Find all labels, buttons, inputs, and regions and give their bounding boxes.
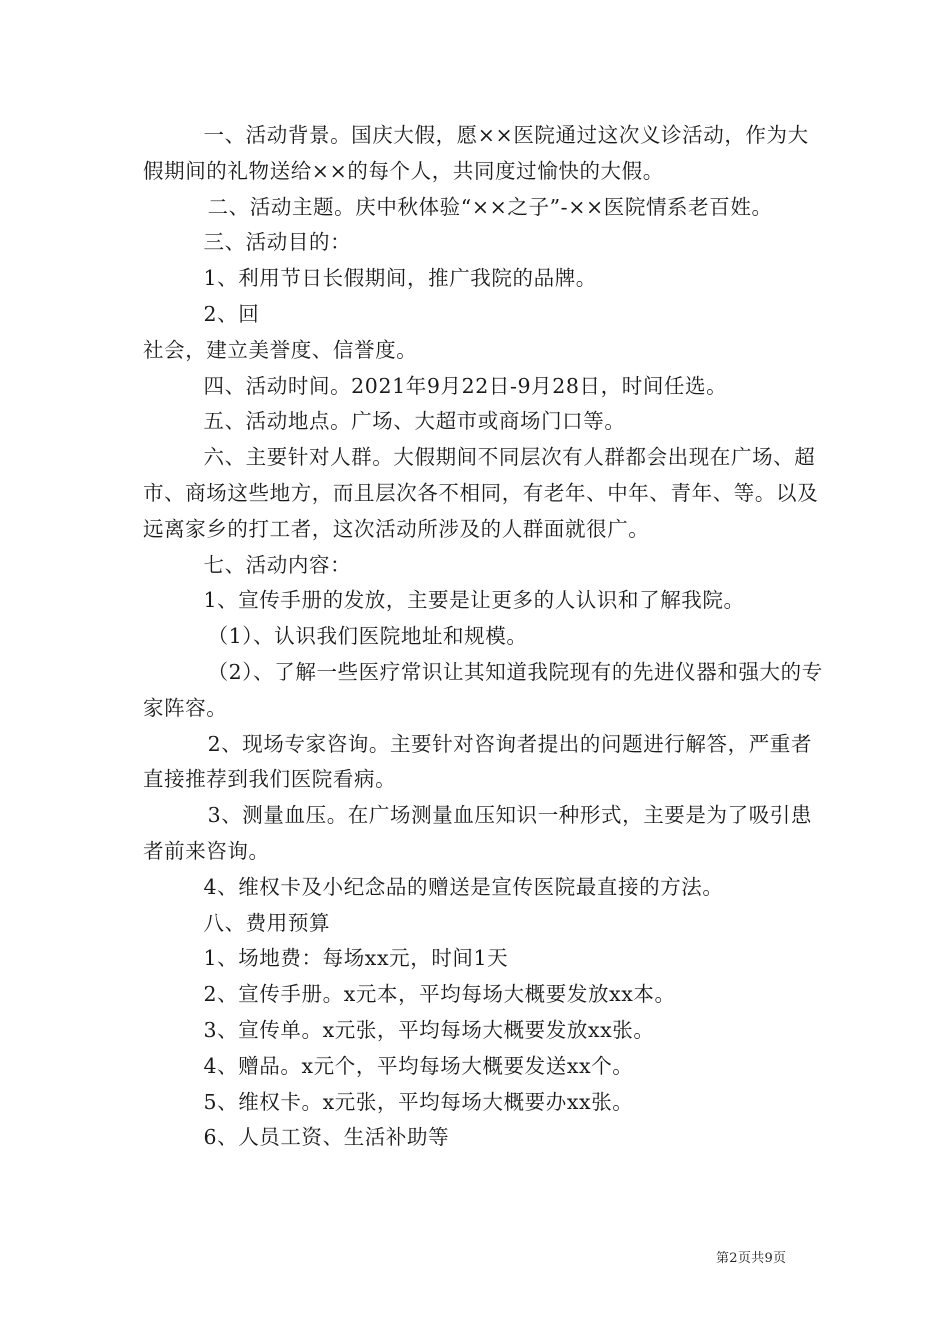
page-indicator: 第2页共9页: [716, 1251, 787, 1266]
paragraph-target-audience: 六、主要针对人群。大假期间不同层次有人群都会出现在广场、超市、商场这些地方，而且层次各不相同，有老年、中年、青年、等。以及远离家乡的打工者，这次活动所涉及的人群面就很广。: [143, 445, 819, 541]
document-body: [143, 118, 823, 1156]
paragraph-content-1-b: （2）、了解一些医疗常识让其知道我院现有的先进仪器和强大的专家阵容。: [143, 659, 823, 720]
paragraph-location: 五、活动地点。广场、大超市或商场门口等。: [203, 409, 626, 434]
paragraph-budget-1: 1、场地费：每场xx元，时间1天: [203, 946, 509, 971]
paragraph-budget-heading: 八、费用预算: [203, 910, 331, 935]
paragraph-purpose-1: 1、利用节日长假期间，推广我院的品牌。: [203, 266, 597, 291]
paragraph-time: 四、活动时间。2021年9月22日-9月28日，时间任选。: [203, 373, 728, 398]
paragraph-purpose-2-continued: 社会，建立美誉度、信誉度。: [143, 337, 418, 362]
paragraph-content-heading: 七、活动内容：: [203, 552, 352, 577]
paragraph-theme: 二、活动主题。庆中秋体验“××之子”-××医院情系老百姓。: [207, 194, 773, 219]
paragraph-content-3: 3、测量血压。在广场测量血压知识一种形式，主要是为了吸引患者前来咨询。: [143, 803, 813, 863]
paragraph-purpose-heading: 三、活动目的：: [203, 230, 352, 255]
paragraph-background: 一、活动背景。国庆大假，愿××医院通过这次义诊活动，作为大假期间的礼物送给××的每个人，共同度过愉快的大假。: [143, 123, 809, 183]
paragraph-budget-3: 3、宣传单。x元张，平均每场大概要发放xx张。: [203, 1017, 655, 1042]
paragraph-content-4: 4、维权卡及小纪念品的赠送是宣传医院最直接的方法。: [203, 874, 724, 899]
paragraph-budget-5: 5、维权卡。x元张，平均每场大概要办xx张。: [203, 1089, 634, 1114]
paragraph-content-1-a: （1）、认识我们医院地址和规模。: [207, 624, 528, 649]
paragraph-budget-2: 2、宣传手册。x元本，平均每场大概要发放xx本。: [203, 982, 676, 1007]
paragraph-purpose-2: 2、回: [203, 301, 260, 326]
paragraph-budget-4: 4、赠品。x元个，平均每场大概要发送xx个。: [203, 1053, 634, 1078]
paragraph-budget-6: 6、人员工资、生活补助等: [203, 1125, 450, 1150]
paragraph-content-1: 1、宣传手册的发放，主要是让更多的人认识和了解我院。: [203, 588, 745, 613]
paragraph-content-2: 2、现场专家咨询。主要针对咨询者提出的问题进行解答，严重者直接推荐到我们医院看病。: [143, 731, 813, 792]
